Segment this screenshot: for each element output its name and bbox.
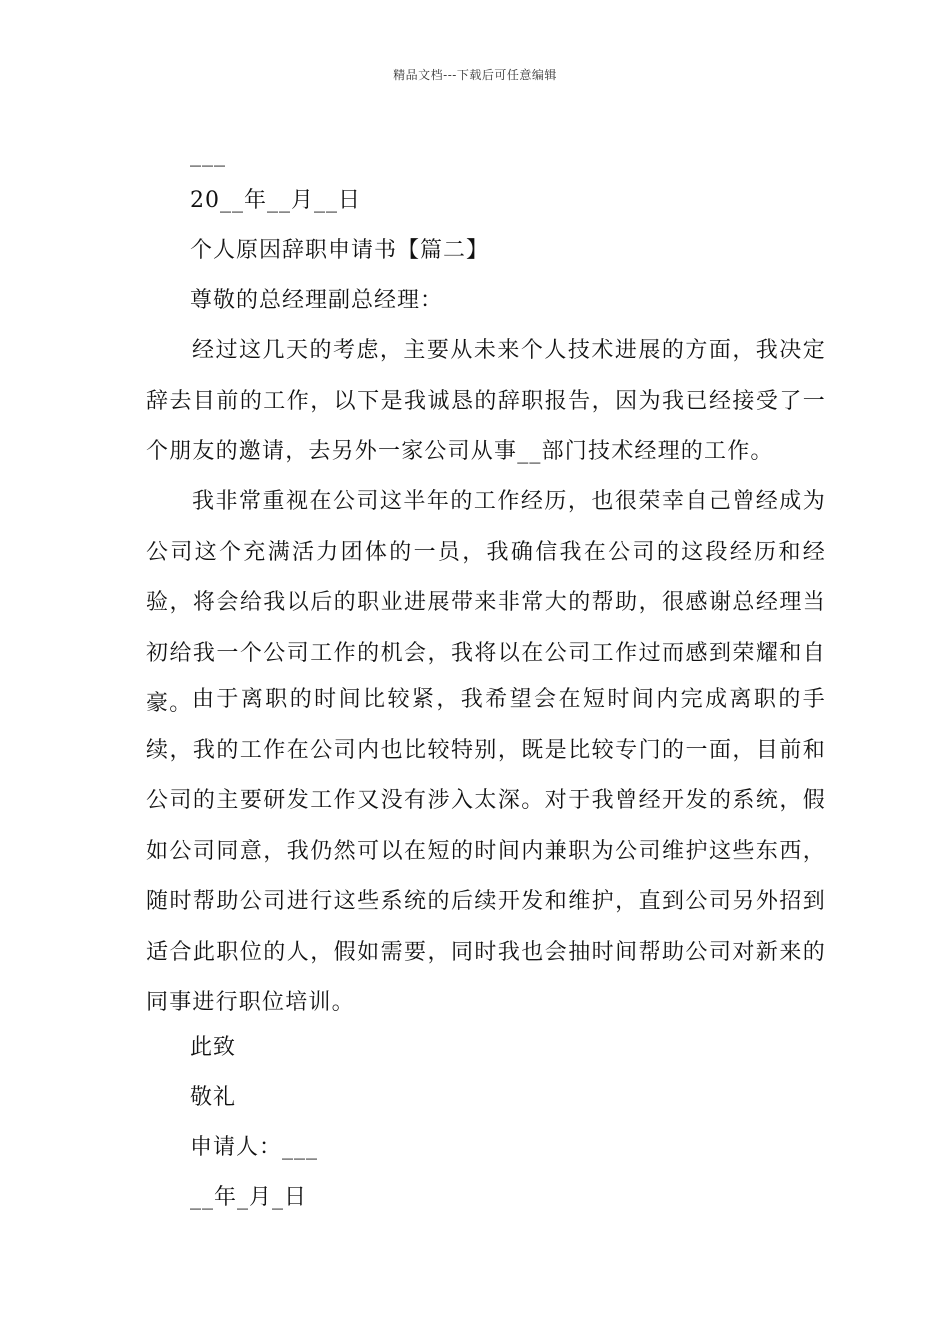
paragraph-3: 由于离职的时间比较紧，我希望会在短时间内完成离职的手续，我的工作在公司内也比较特别，既是比较专门的一面，目前和公司的主要研发工作又没有涉入太深。对于我曾经开发的系统，假如公司同意，我仍然可以在短的时间内兼职为公司维护这些东西，随时帮助公司进行这些系统的后续开发和维护，直到公司另外招到适合此职位的人，假如需要，同时我也会抽时间帮助公司对新来的同事进行职位培训。 — [146, 687, 826, 1015]
closing-li: 敬礼 — [190, 1085, 237, 1110]
salutation: 尊敬的总经理副总经理： — [190, 288, 444, 313]
blank-line: ___ — [190, 142, 226, 167]
document-title: 个人原因辞职申请书【篇二】 — [190, 238, 490, 263]
applicant-line: 申请人：___ — [190, 1135, 319, 1160]
date-top: 20__年__月__日 — [190, 188, 361, 213]
page-header: 精品文档---下载后可任意编辑 — [393, 68, 557, 82]
paragraph-2: 我非常重视在公司这半年的工作经历，也很荣幸自己曾经成为公司这个充满活力团体的一员，我确信我在公司的这段经历和经验，将会给我以后的职业进展带来非常大的帮助，很感谢总经理当初给我一个公司工作的机会，我将以在公司工作过而感到荣耀和自豪。 — [146, 489, 826, 716]
date-bottom: __年_月_日 — [190, 1185, 308, 1210]
paragraph-1: 经过这几天的考虑，主要从未来个人技术进展的方面，我决定辞去目前的工作，以下是我诚恳的辞职报告，因为我已经接受了一个朋友的邀请，去另外一家公司从事__部门技术经理的工作。 — [146, 338, 826, 464]
closing-zhi: 此致 — [190, 1035, 237, 1060]
